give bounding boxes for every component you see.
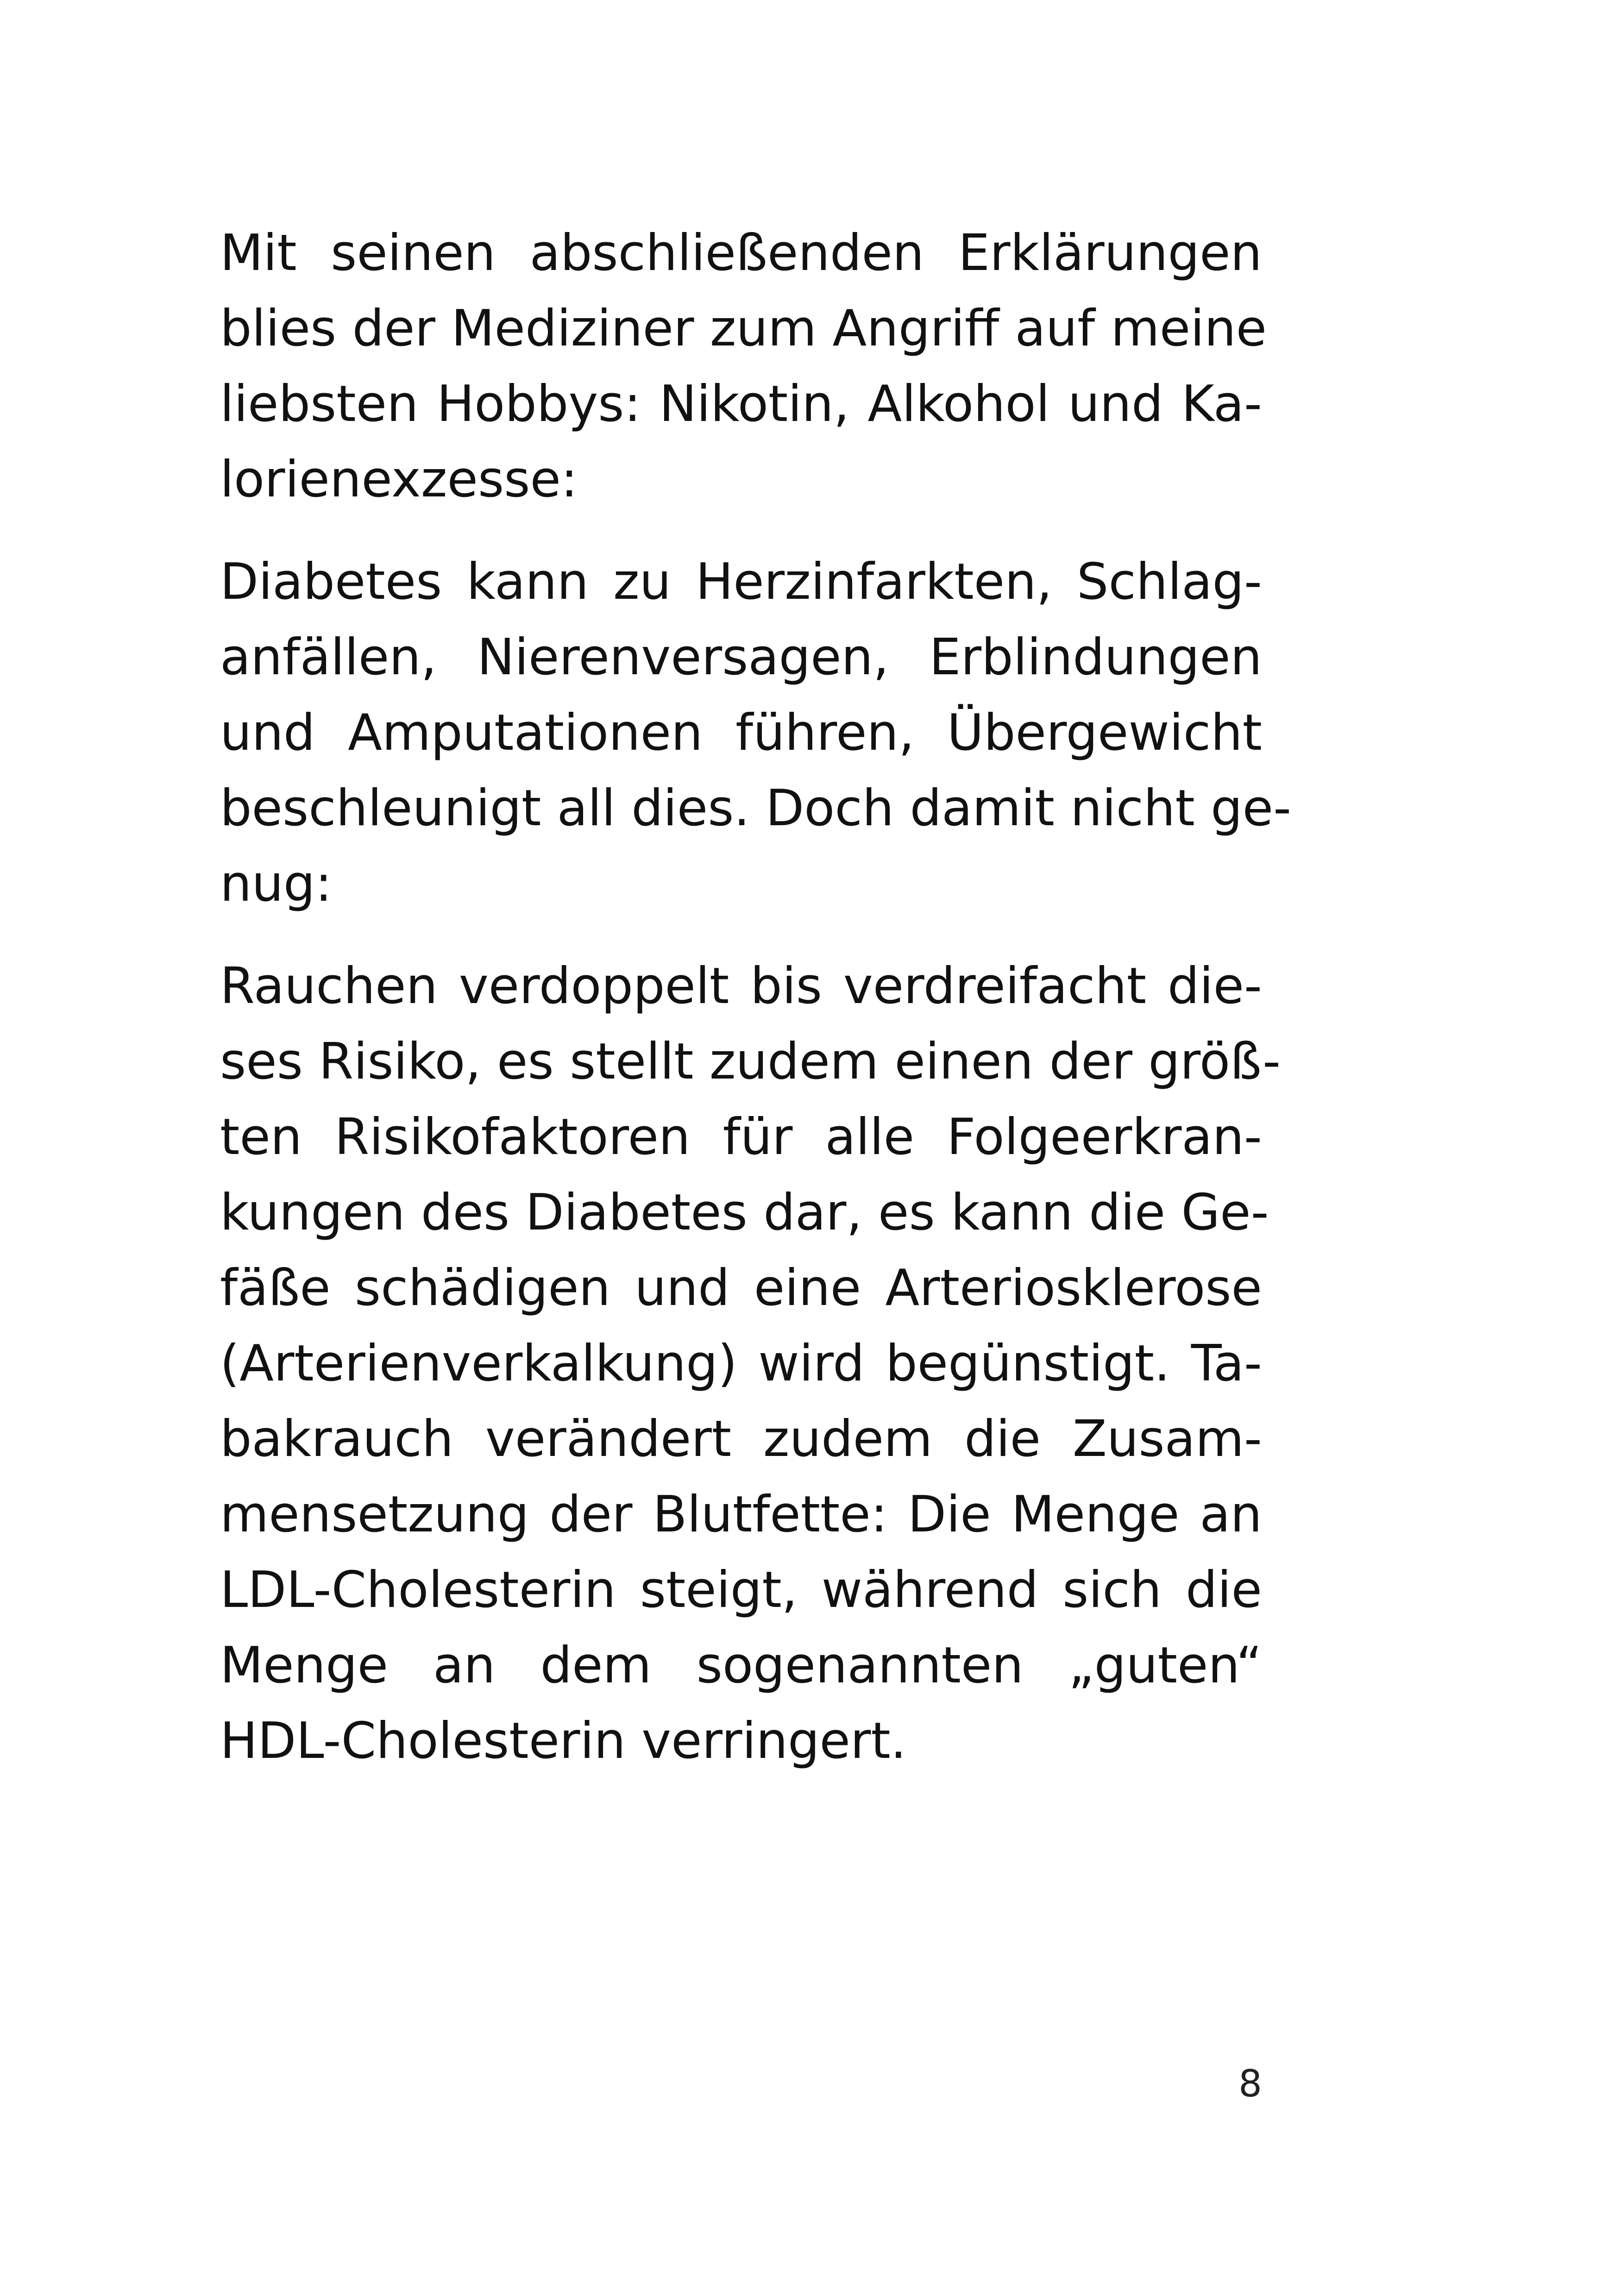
text-line: anfällen, Nierenversagen, Erblindungen [220,628,1262,686]
text-line: ses Risiko, es stellt zudem einen der größ- [220,1033,1281,1091]
text-line: fäße schädigen und eine Arteriosklerose [220,1259,1262,1317]
text-line: nug: [220,855,332,913]
paragraph-3 [220,948,1281,1779]
page-number: 8 [1238,2062,1262,2105]
text-line: lorienexzesse: [220,451,578,508]
paragraph-2 [220,544,1292,922]
text-line: mensetzung der Blutfette: Die Menge an [220,1486,1262,1543]
text-line: Diabetes kann zu Herzinfarkten, Schlag- [220,553,1262,611]
body-text [220,215,1292,1806]
paragraph-1 [220,215,1267,517]
text-line: Rauchen verdoppelt bis verdreifacht die- [220,957,1262,1015]
text-line: HDL-Cholesterin verringert. [220,1712,907,1770]
text-line: beschleunigt all dies. Doch damit nicht ge- [220,779,1292,837]
text-line: Menge an dem sogenannten „guten“ [220,1637,1262,1694]
text-line: ten Risikofaktoren für alle Folgeerkran- [220,1108,1262,1166]
text-line: kungen des Diabetes dar, es kann die Ge- [220,1184,1269,1242]
text-line: Mit seinen abschließenden Erklärungen [220,224,1262,282]
text-line: bakrauch verändert zudem die Zusam- [220,1410,1262,1468]
text-line: und Amputationen führen, Übergewicht [220,704,1262,762]
text-line: liebsten Hobbys: Nikotin, Alkohol und Ka- [220,375,1262,433]
text-line: LDL-Cholesterin steigt, während sich die [220,1561,1262,1619]
text-line: blies der Mediziner zum Angriff auf meine [220,300,1267,358]
text-line: (Arterienverkalkung) wird begünstigt. Ta- [220,1335,1262,1393]
